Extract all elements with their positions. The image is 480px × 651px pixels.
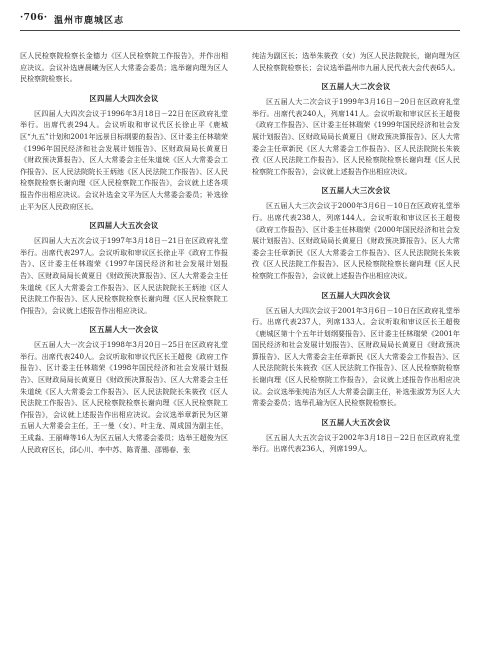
section-heading: 区四届人大五次会议 (89, 221, 159, 231)
section-heading: 区五届人大四次会议 (321, 290, 391, 300)
section-heading: 区四届人大四次会议 (89, 93, 159, 103)
continued-paragraph: 纯洁为副区长；选举朱筱孜（女）为区人民法院院长，谢向理为区人民检察院检察长；会议选举温州市九届人民代表大会代表65人。 (252, 51, 460, 72)
section-heading: 区五届人大三次会议 (321, 186, 391, 196)
paragraph: 区五届人大四次会议于2001年3月6日－10日在区政府礼堂举行。出席代表237人，列席133人。会议听取和审议区长王超俊《鹿城区第十个五年计划纲要报告》、区计委主任林瑞荣《2001年国民经济和社会发展计划报告》、区财政局局长黄夏日《财政预决算报告》、区人大常委会主任章新民《区人大常委会工作报告》、区人民法院院长朱筱孜《区人民法院工作报告》、区人民检察院检察长谢向理《区人民检察院工作报告》，会议就上述报告作出相应决议。会议选举张纯洁为区人大常委会副主任，补选张淑芳为区人大常委会委员；选举孔瑜为区人民检察院检察长。 (252, 305, 460, 408)
book-title: 温州市鹿城区志 (54, 16, 125, 26)
paragraph: 区五届人大三次会议于2000年3月6日－10日在区政府礼堂举行。出席代表238人，列席144人。会议听取和审议区长王超俊《政府工作报告》、区计委主任林瑞荣《2000年国民经济和社会发展计划报告》、区财政局局长黄夏日《财政预决算报告》、区人大常委会主任章新民《区人大常委会工作报告》、区人民法院院长朱筱孜《区人民法院工作报告》、区人民检察院检察长谢向理《区人民检察院工作报告》，会议就上述报告作出相应决议。 (252, 201, 460, 280)
page-header (20, 10, 460, 31)
paragraph: 区四届人大五次会议于1997年3月18日－21日在区政府礼堂举行。出席代表297人。会议听取和审议区长徐止平《政府工作报告》、区计委主任林瑞荣《1997年国民经济和社会发展计划报告》、区财政局局长黄夏日《财政预决算报告》、区人大常委会主任朱道统《区人大常委会工作报告》、区人民法院院长王炳池《区人民法院工作报告》、区人民检察院检察长谢向理《区人民检察院工作报告》，会议就上述报告作出相应决议。 (20, 236, 228, 315)
paragraph: 区五届人大五次会议于2002年3月18日－22日在区政府礼堂举行。出席代表236人，列席199人。 (252, 432, 460, 454)
continued-paragraph: 区人民检察院检察长金德力《区人民检察院工作报告》，并作出相应决议。会议补选唐晨曦为区人大常委会委员；选举谢向理为区人民检察院检察长。 (20, 51, 228, 84)
paragraph: 区五届人大二次会议于1999年3月16日－20日在区政府礼堂举行。出席代表240人，列席141人。会议听取和审议区长王超俊《政府工作报告》、区计委主任林瑞荣《1999年国民经济和社会发展计划报告》、区财政局局长黄夏日《财政预决算报告》、区人大常委会主任章新民《区人大常委会工作报告》、区人民法院院长朱筱孜《区人民法院工作报告》、区人民检察院检察长谢向理《区人民检察院工作报告》，会议就上述报告作出相应决议。 (252, 97, 460, 176)
page-number: ·706· (20, 13, 48, 23)
section-heading: 区五届人大一次会议 (89, 325, 159, 335)
paragraph: 区五届人大一次会议于1998年3月20日－25日在区政府礼堂举行。出席代表240人。会议听取和审议代区长王超俊《政府工作报告》、区计委主任林瑞荣《1998年国民经济和社会发展计划报告》、区财政局局长黄夏日《财政预决算报告》、区人大常委会主任朱道统《区人大常委会工作报告》、区人民法院院长朱筱孜《区人民法院工作报告》、区人民检察院检察长谢向理《区人民检察院工作报告》，会议就上述报告作出相应决议。会议选举章新民为区第五届人大常委会主任，王一曼（女）、叶主龙、周成国为副主任，王成淼、王丽峰等16人为区五届人大常委会委员；选举王超俊为区人民政府区长，邱心川、李中苏、陈青墨、邵锡春、张 (20, 340, 228, 454)
paragraph: 区四届人大四次会议于1996年3月18日－22日在区政府礼堂举行。出席代表294人。会议听取和审议代区长徐止平《鹿城区“九五”计划和2001年远景目标纲要的报告》、区计委主任林瑞荣《1996年国民经济和社会发展计划报告》、区财政局局长黄夏日《财政预决算报告》、区人大常委会主任朱道统《区人大常委会工作报告》、区人民法院院长王炳池《区人民法院工作报告》、区人民检察院检察长谢向理《区人民检察院工作报告》，会议就上述各项报告作出相应决议。会议补选金文平为区人大常委会委员；补选徐止平为区人民政府区长。 (20, 108, 228, 211)
section-heading: 区五届人大二次会议 (321, 82, 391, 92)
section-heading: 区五届人大五次会议 (321, 417, 391, 427)
right-column (252, 50, 460, 455)
left-column (20, 50, 228, 455)
